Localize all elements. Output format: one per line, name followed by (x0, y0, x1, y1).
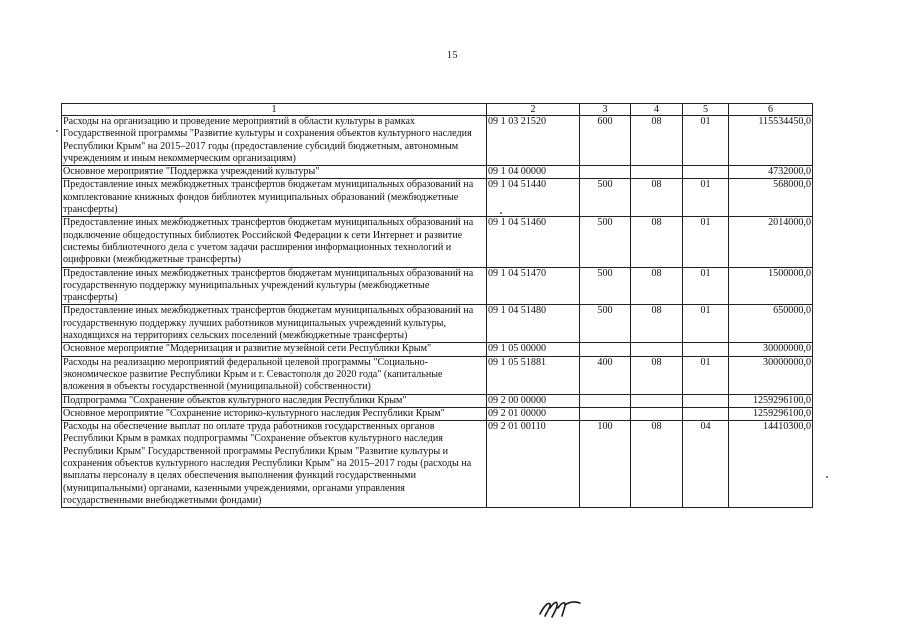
row-subsection (683, 343, 729, 356)
row-target-article: 09 1 04 51460 (487, 217, 580, 267)
row-subsection: 01 (683, 356, 729, 394)
row-amount: 14410300,0 (729, 421, 813, 508)
row-expense-type (580, 394, 631, 407)
header-col-6: 6 (729, 104, 813, 116)
row-description: Предоставление иных межбюджетных трансфертов бюджетам муниципальных образований на комплектование книжных фондов библиотек муниципальных образований (межбюджетные трансферты) (62, 179, 487, 217)
table-row (62, 394, 813, 407)
row-amount: 30000000,0 (729, 356, 813, 394)
row-target-article: 09 2 01 00110 (487, 421, 580, 508)
table-row (62, 179, 813, 217)
row-expense-type (580, 343, 631, 356)
scan-speck (56, 130, 58, 132)
row-description: Расходы на организацию и проведение мероприятий в области культуры в рамках Государственной программы "Развитие культуры и сохранения объектов культурного наследия Республики Крым" на 2015–2017 годы (предоставление субсидий бюджетным, автономным учреждениям и иным некоммерческим организациям) (62, 116, 487, 166)
row-description: Предоставление иных межбюджетных трансфертов бюджетам муниципальных образований на государственную поддержку лучших работников муниципальных учреждений культуры, находящихся на территориях сельских поселений (межбюджетные трансферты) (62, 305, 487, 343)
row-description: Основное мероприятие "Поддержка учреждений культуры" (62, 166, 487, 179)
row-description: Подпрограмма "Сохранение объектов культурного наследия Республики Крым" (62, 394, 487, 407)
row-target-article: 09 1 04 51440 (487, 179, 580, 217)
row-subsection: 01 (683, 116, 729, 166)
row-target-article: 09 1 04 51470 (487, 267, 580, 305)
row-section (631, 166, 683, 179)
row-section: 08 (631, 356, 683, 394)
row-section: 08 (631, 305, 683, 343)
row-expense-type: 500 (580, 179, 631, 217)
handwritten-signature (536, 596, 586, 620)
row-target-article: 09 2 01 00000 (487, 407, 580, 420)
scan-speck (500, 212, 502, 214)
row-description: Основное мероприятие "Модернизация и развитие музейной сети Республики Крым" (62, 343, 487, 356)
row-target-article: 09 1 04 51480 (487, 305, 580, 343)
table-row (62, 343, 813, 356)
row-description: Расходы на реализацию мероприятий федеральной целевой программы "Социально-экономическое развитие Республики Крым и г. Севастополя до 2020 года" (капитальные вложения в объекты государственной (муниципальной) собственности) (62, 356, 487, 394)
row-amount: 4732000,0 (729, 166, 813, 179)
header-col-4: 4 (631, 104, 683, 116)
row-subsection: 01 (683, 267, 729, 305)
row-subsection: 04 (683, 421, 729, 508)
header-col-2: 2 (487, 104, 580, 116)
row-target-article: 09 1 05 00000 (487, 343, 580, 356)
row-amount: 1259296100,0 (729, 394, 813, 407)
row-section (631, 407, 683, 420)
row-target-article: 09 2 00 00000 (487, 394, 580, 407)
row-subsection (683, 407, 729, 420)
row-subsection: 01 (683, 305, 729, 343)
row-description: Основное мероприятие "Сохранение историко-культурного наследия Республики Крым" (62, 407, 487, 420)
table-row (62, 116, 813, 166)
scan-speck (826, 476, 828, 478)
table-row (62, 407, 813, 420)
row-section (631, 343, 683, 356)
row-amount: 2014000,0 (729, 217, 813, 267)
row-section: 08 (631, 421, 683, 508)
row-expense-type (580, 407, 631, 420)
row-subsection: 01 (683, 179, 729, 217)
table-row (62, 166, 813, 179)
table-row (62, 356, 813, 394)
table-row (62, 305, 813, 343)
row-amount: 1259296100,0 (729, 407, 813, 420)
row-expense-type: 100 (580, 421, 631, 508)
row-description: Предоставление иных межбюджетных трансфертов бюджетам муниципальных образований на государственную поддержку муниципальных учреждений культуры (межбюджетные трансферты) (62, 267, 487, 305)
row-section: 08 (631, 116, 683, 166)
row-expense-type: 500 (580, 267, 631, 305)
row-section: 08 (631, 267, 683, 305)
table-row (62, 267, 813, 305)
row-expense-type: 400 (580, 356, 631, 394)
row-target-article: 09 1 05 51881 (487, 356, 580, 394)
row-amount: 115534450,0 (729, 116, 813, 166)
header-col-3: 3 (580, 104, 631, 116)
row-expense-type: 500 (580, 305, 631, 343)
table-header-row (62, 104, 813, 116)
row-section: 08 (631, 179, 683, 217)
table-row (62, 421, 813, 508)
row-subsection (683, 166, 729, 179)
header-col-1: 1 (62, 104, 487, 116)
row-section (631, 394, 683, 407)
row-subsection: 01 (683, 217, 729, 267)
row-description: Предоставление иных межбюджетных трансфертов бюджетам муниципальных образований на подключение общедоступных библиотек Российской Федерации к сети Интернет и развитие системы библиотечного дела с учетом задачи расширения информационных технологий и оцифровки (межбюджетные трансферты) (62, 217, 487, 267)
row-target-article: 09 1 03 21520 (487, 116, 580, 166)
budget-table (61, 103, 813, 508)
row-amount: 650000,0 (729, 305, 813, 343)
row-expense-type: 600 (580, 116, 631, 166)
row-section: 08 (631, 217, 683, 267)
header-col-5: 5 (683, 104, 729, 116)
row-subsection (683, 394, 729, 407)
row-expense-type: 500 (580, 217, 631, 267)
row-target-article: 09 1 04 00000 (487, 166, 580, 179)
row-description: Расходы на обеспечение выплат по оплате труда работников государственных органов Республики Крым в рамках подпрограммы "Сохранение объектов культурного наследия Республики Крым" Государственной программы Республики Крым "Развитие культуры и сохранения объектов культурного наследия Республики Крым" на 2015–2017 годы (расходы на выплаты персоналу в целях обеспечения выполнения функций государственными (муниципальными) органами, казенными учреждениями, органами управления государственными внебюджетными фондами) (62, 421, 487, 508)
row-amount: 568000,0 (729, 179, 813, 217)
page-number: 15 (447, 50, 458, 61)
row-amount: 1500000,0 (729, 267, 813, 305)
row-amount: 30000000,0 (729, 343, 813, 356)
table-row (62, 217, 813, 267)
row-expense-type (580, 166, 631, 179)
